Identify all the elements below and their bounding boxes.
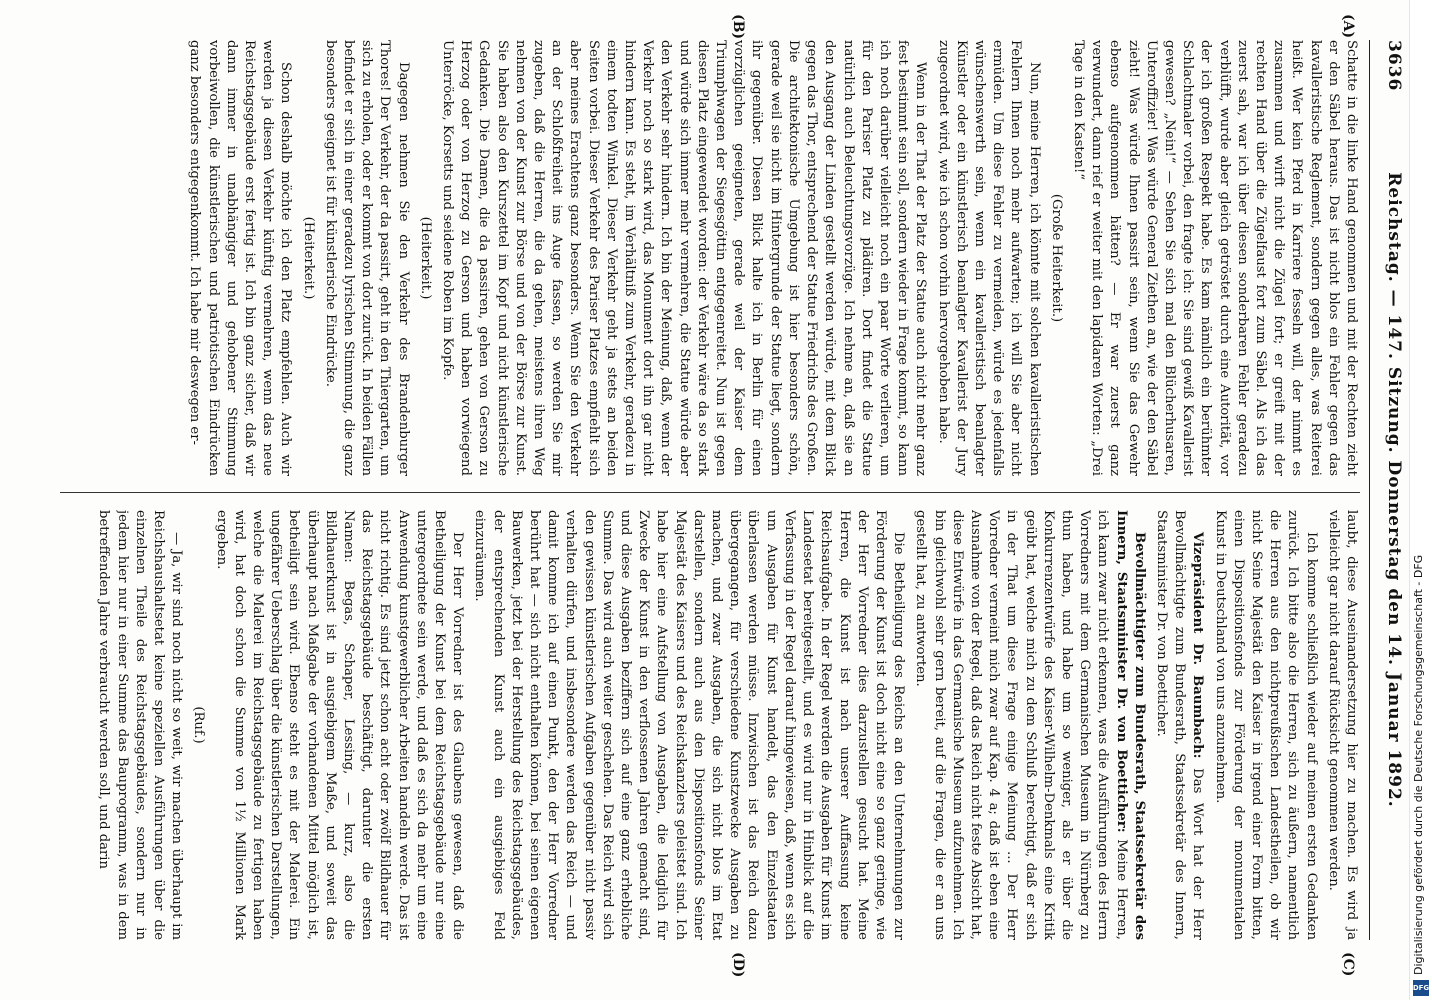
footer-strip bbox=[1409, 0, 1432, 1000]
column-divider bbox=[60, 492, 1360, 493]
margin-marker-a: (A) bbox=[1340, 14, 1356, 39]
paragraph: — Ja, wir sind noch nicht so weit, wir machen überhaupt im Reichshaushaltsetat keine speziellen Ausführungen über die einzelnen Theile des Reichstagsgebäudes, sondern nur in jedem hier nur in einer Summe das Bauprogramm, was in dem betreffenden Jahre verbraucht werden soll, und darin bbox=[96, 510, 185, 940]
paragraph: Ich komme schließlich wieder auf meinen ersten Gedanken zurück. Ich bitte also die Herren, sich zu äußern, namentlich die Herren aus den nichtpreußischen Landestheilen, ob wir nicht Seine Majestät den Kaiser in irgend einer Form bitten, einen Dispositionsfonds zur Förderung der monumentalen Kunst in Deutschland von uns anzunehmen. bbox=[1212, 510, 1319, 940]
page-title: Reichstag. — 147. Sitzung. Donnerstag den 14. Januar 1892. bbox=[1384, 172, 1404, 808]
paragraph: Der Herr Vorredner ist des Glaubens gewesen, daß die Betheiligung der Kunst bei dem Reichstagsgebäude nur eine untergeordnete sein werde, und daß es sich da mehr um eine Anwendung kunstgewerblicher Arbeiten handeln werde. Das ist nicht richtig. Es sind jetzt schon acht oder zwölf Bildhauer für das Reichstagsgebäude beschäftigt, darunter die ersten Namen: Begas, Schaper, Lessing, — kurz, also die Bildhauerkunst ist in ausgiebigem Maße, und soweit das überhaupt nach Maßgabe der vorhandenen Mittel möglich ist, betheiligt sein wird. Ebenso steht es mit der Malerei. Ein ungefährer Ueberschlag über die künstlerischen Darstellungen, welche die Malerei im Reichstagsgebäude zu fertigen haben wird, hat doch schon die Summe von 1½ Millionen Mark ergeben. bbox=[213, 510, 466, 940]
margin-marker-d: (D) bbox=[730, 952, 746, 978]
page-header bbox=[1369, 40, 1410, 940]
stage-direction: (Ruf.) bbox=[191, 706, 207, 744]
speaker-name: Bevollmächtigter zum Bundesrath, Staatssekretär des Innern, Staatsminister Dr. von Boetticher: bbox=[1113, 510, 1147, 940]
right-column bbox=[60, 510, 1360, 940]
paragraph: Nun, meine Herren, ich könnte mit solchen kavalleristischen Fehlern Ihnen noch mehr aufwarten; ich will Sie aber nicht ermüden. Um diese Fehler zu vermeiden, würde es jedenfalls wünschenswerth sein, wenn ein kavalleristisch beanlagter Künstler oder ein künstlerisch beanlagter Kavallerist der Jury zugeordnet wird, wie ich schon vorhin hervorgehoben habe. bbox=[935, 40, 1042, 476]
paragraph: Schon deshalb möchte ich den Platz empfehlen. Auch wir werden ja diesen Verkehr künftig vermehren, wenn das neue Reichstagsgebäude erst fertig ist. Ich bin ganz sicher, daß wir dann immer in unabhängiger und gehobener Stimmung vorbeiwollen, die künstlerischen und patriotischen Eindrücken ganz besonders entgegenkommt. Ich habe mir deswegen er- bbox=[187, 40, 294, 476]
speaker-paragraph bbox=[1152, 510, 1207, 940]
speech-text: Das Wort hat der Herr Bevollmächtigte zum Bundesrath, Staatssekretär des Innern, Staatsminister Dr. von Boetticher. bbox=[1153, 510, 1206, 940]
left-column bbox=[60, 40, 1360, 476]
stage-direction: (Große Heiterkeit.) bbox=[1048, 193, 1064, 323]
paragraph: Wenn in der That der Platz der Statue auch nicht mehr ganz fest bestimmt sein soll, sondern wieder in Frage kommt, so kann ich noch darüber vielleicht noch ein paar Worte verlieren, um für den Pariser Platz zu plädiren. Dort findet die Statue natürlich auch Beleuchtungsvorzüge. Ich nehme an, daß sie an den Ausgang der Linden gestellt werden würde, mit dem Blick gegen das Thor, entsprechend der Statue Friedrichs des Großen. Die architektonische Umgebung ist hier besonders schön, gerade weil sie nicht im Hintergrunde der Statue liegt, sondern ihr gegenüber. Diesen Blick halte ich in Berlin für einen vorzüglichen geeigneten, gerade weil der Kaiser dem Triumphwagen der Siegesgöttin entgegenreitet. Nun ist gegen diesen Platz eingewendet worden: der Verkehr wäre da so stark und würde sich immer mehr vermehren, die Statue würde aber den Verkehr sehr hindern. Ich bin der Meinung, daß, wenn der Verkehr noch so stark wird, das Monument dort ihn gar nicht hindern kann. Es steht, im Verhältniß zum Verkehr, geradezu in einem todten Winkel. Dieser Verkehr geht ja stets an beiden Seiten vorbei. Dieser Verkehr des Pariser Platzes empfiehlt sich aber meines Erachtens ganz besonders. Wenn Sie den Verkehr an der Schloßfreiheit ins Auge fassen, so werden Sie mir zugeben, daß die Herren, die da gehen, meistens ihren Weg nehmen von der Kunst zur Börse und von der Börse zur Kunst. Sie haben also den Kurszettel im Kopf und nicht künstlerische Gedanken. Die Damen, die da passiren, gehen von Gerson zu Herzog oder von Herzog zu Gerson und haben vorwiegend Unterröcke, Korsetts und seidene Roben im Kopfe. bbox=[440, 40, 929, 476]
margin-marker-b: (B) bbox=[730, 14, 746, 40]
page-number: 3636 bbox=[1384, 40, 1404, 92]
paragraph: laubt, diese Auseinandersetzung hier zu machen. Es wird ja vielleicht gar nicht darauf Rücksicht genommen werden. bbox=[1325, 510, 1359, 940]
speech-text: Meine Herren, ich kann zwar nicht erkennen, was die Ausführungen des Herrn Vorredners mit dem Germanischen Museum in Nürnberg zu thun haben, und habe um so weniger, als er über die Konkurrenzentwürfe des Kaiser-Wilhelm-Denkmals eine Kritik geübt hat, welche mich zu dem Schluß berechtigt, daß er sich in der That um diese Frage einige Meinung ... Der Herr Vorredner vermeint mich zwar auf Kap. 4 a; daß ist eben eine Ausnahme von der Regel, daß das Reich nicht feste Absicht hat, diese Entwürfe in das Germanische Museum aufzunehmen. Ich bin gleichwohl sehr gern bereit, auf die Fragen, die er an uns gestellt hat, zu antworten. bbox=[913, 510, 1129, 940]
speaker-name: Vizepräsident Dr. Baumbach: bbox=[1190, 532, 1206, 759]
speaker-paragraph bbox=[911, 510, 1148, 940]
paragraph: Die Betheiligung des Reichs an den Unternehmungen zur Förderung der Kunst ist doch nicht eine so ganz geringe, wie der Herr Vorredner dies darzustellen gesucht hat. Meine Herren, die Kunst ist nach unserer Auffassung keine Reichsaufgabe. In der Regel werden die Ausgaben für Kunst im Landesetat bereitgestellt, und es wird nur in Hinblick auf die Verfassung in der Regel darauf hingewiesen, daß, wenn es sich um Ausgaben für Kunst handelt, das den Einzelstaaten überlassen werden müsse. Inzwischen ist das Reich dazu übergegangen, für verschiedene Kunstzwecke Ausgaben zu machen, und zwar Ausgaben, die sich nicht blos im Etat darstellen, sondern auch aus den Dispositionsfonds Seiner Majestät des Kaisers und des Reichskanzlers geleistet sind. Ich habe hier eine Aufstellung von Ausgaben, die lediglich für Zwecke der Kunst in den verflossenen Jahren gemacht sind, und diese Ausgaben beziffern sich auf eine ganz erhebliche Summe. Das wird auch weiter geschehen. Das Reich wird sich den gewissen künstlerischen Aufgaben gegenüber nicht passiv verhalten dürfen, und insbesondere werden das Reich — und damit komme ich auf einen Punkt, den der Herr Vorredner berührt hat — sich nicht enthalten können, bei seinen eigenen Bauwerken, jetzt bei der Herstellung des Reichstagsgebäudes, der entsprechenden Kunst auch ein ausgiebiges Feld einzuräumen. bbox=[472, 510, 907, 940]
dfg-logo: DFG bbox=[1413, 980, 1429, 996]
margin-marker-c: (C) bbox=[1340, 952, 1356, 977]
stage-direction: (Heiterkeit.) bbox=[300, 216, 316, 300]
paragraph: Schatte in die linke Hand genommen und mit der Rechten zieht er den Säbel heraus. Das ist nicht blos ein Fehler gegen das kavalleristische Reglement, sondern gegen alles, was Reiterei heißt. Wer kein Pferd in Karriere fesseln will, der nimmt es zusammen und wirft nicht die Zügel fort; er greift mit der rechten Hand über die Zügelfaust fort zum Säbel. Als ich das zuerst sah, war ich über diesen sonderbaren Fehler geradezu verblüfft, wurde aber gleich getröstet durch eine Autorität, vor der ich großen Respekt habe. Es kam nämlich ein berühmter Schlachtmaler vorbei, den fragte ich: Sie sind gewiß Kavallerist gewesen? „Nein!“ — Sehen Sie sich mal den Blücherhusaren, Unteroffizier! Was würde General Ziethen an, wie der den Säbel zieht! Was würde Ihnen passirt sein, wenn Sie das Gewehr ebenso aufgenommen hätten? — Er war zuerst ganz verwundert, dann rief er weiter mit den lapidaren Worten: „Drei Tage in den Kasten!“ bbox=[1070, 40, 1359, 476]
funding-notice: Digitalisierung gefördert durch die Deutsche Forschungsgemeinschaft - DFG bbox=[1412, 554, 1425, 975]
stage-direction: (Heiterkeit.) bbox=[417, 216, 433, 300]
paragraph: Dagegen nehmen Sie den Verkehr des Brandenburger Thores! Der Verkehr, der da passirt, geht in den Thiergarten, um sich zu erholen, oder er kommt von dort zurück. In beiden Fällen befindet er sich in einer geradezu lyrischen Stimmung, die ganz besonders geeignet ist für künstlerische Eindrücke. bbox=[322, 40, 411, 476]
